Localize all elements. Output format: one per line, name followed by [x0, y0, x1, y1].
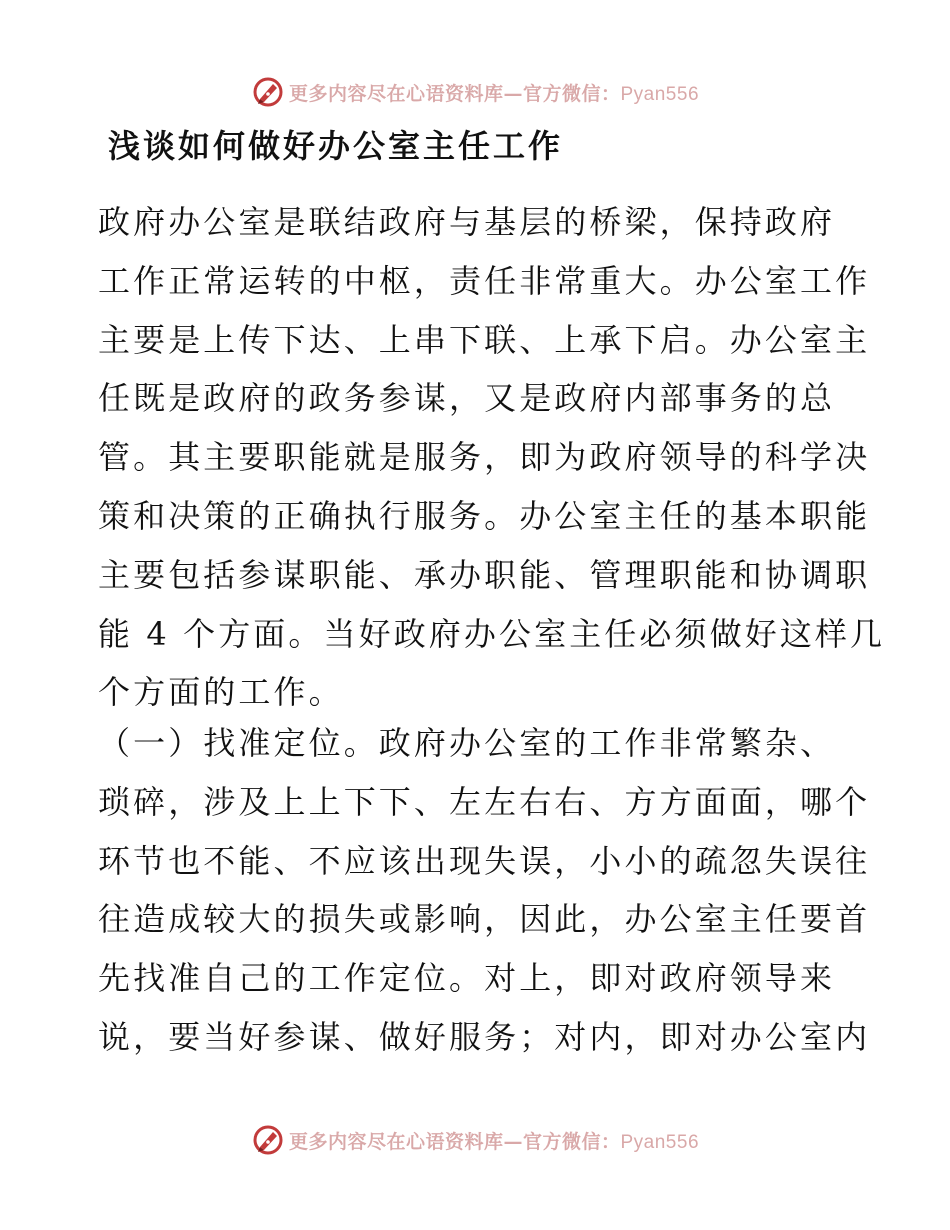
text-line: 能 4 个方面。当好政府办公室主任必须做好这样几	[98, 614, 886, 653]
watermark-text	[289, 79, 699, 106]
pen-nib-logo-icon	[251, 1123, 285, 1157]
watermark-label: 更多内容尽在心语资料库—官方微信：	[288, 1130, 621, 1153]
text-line: 先找准自己的工作定位。对上，即对政府领导来	[98, 959, 836, 998]
watermark-text	[289, 1127, 699, 1154]
watermark-brand: Pyan556	[620, 1131, 700, 1153]
text-line: 策和决策的正确执行服务。办公室主任的基本职能	[98, 496, 871, 535]
pen-nib-logo-icon	[251, 75, 285, 109]
text-line: 往造成较大的损失或影响，因此，办公室主任要首	[98, 900, 871, 939]
text-line: 主要包括参谋职能、承办职能、管理职能和协调职	[98, 555, 871, 594]
text-line: 工作正常运转的中枢，责任非常重大。办公室工作	[98, 261, 871, 300]
text-line: 说，要当好参谋、做好服务；对内，即对办公室内	[98, 1017, 871, 1056]
watermark-label: 更多内容尽在心语资料库—官方微信：	[288, 82, 621, 105]
paragraph-1	[98, 193, 885, 722]
text-line: 主要是上传下达、上串下联、上承下启。办公室主	[98, 320, 871, 359]
paragraph-2	[98, 714, 870, 1067]
text-line: （一）找准定位。政府办公室的工作非常繁杂、	[98, 724, 836, 762]
footer-watermark	[0, 1118, 950, 1162]
header-watermark	[0, 70, 950, 114]
text-line: 政府办公室是联结政府与基层的桥梁，保持政府	[98, 203, 836, 241]
text-line: 个方面的工作。	[98, 673, 344, 712]
text-line: 管。其主要职能就是服务，即为政府领导的科学决	[98, 438, 871, 477]
document-title: 浅谈如何做好办公室主任工作	[108, 127, 564, 165]
text-line: 琐碎，涉及上上下下、左左右右、方方面面，哪个	[98, 782, 871, 821]
text-line: 任既是政府的政务参谋，又是政府内部事务的总	[98, 379, 836, 418]
watermark-brand: Pyan556	[620, 83, 700, 105]
text-line: 环节也不能、不应该出现失误，小小的疏忽失误往	[98, 841, 871, 880]
